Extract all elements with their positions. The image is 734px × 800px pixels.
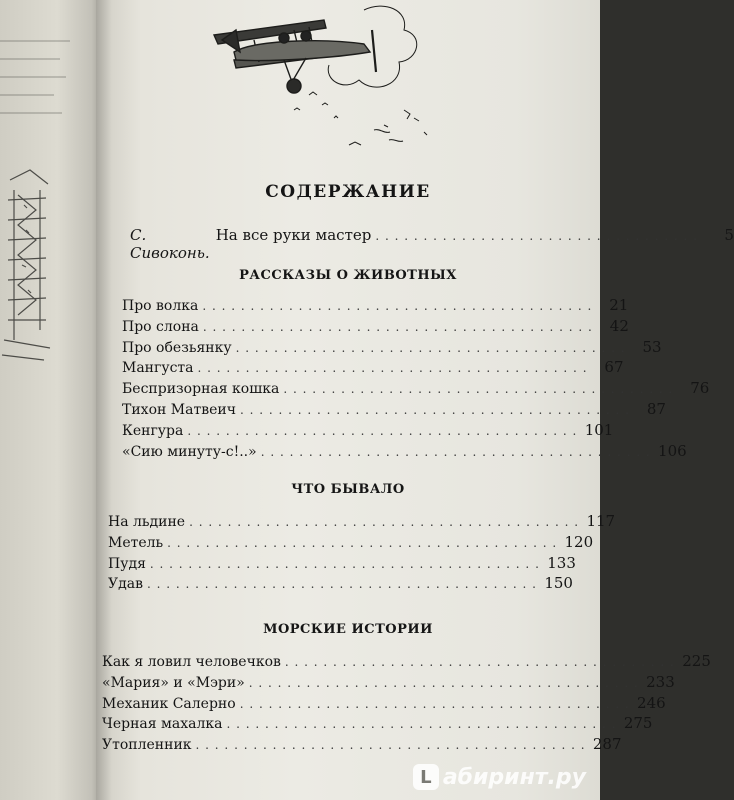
dot-leader: . . . . . . . . . . . . . . . . . . . . . . . . . . . . . . . . . . . . . . . . . [248,675,639,690]
toc-title: Беспризорная кошка [122,381,280,398]
section-list-animals [96,296,710,462]
section-heading-sea-stories: МОРСКИЕ ИСТОРИИ [263,622,433,637]
toc-title: Метель [108,534,164,551]
toc-page: 87 [646,399,666,418]
toc-title: Удав [108,576,143,593]
section-list-happened [96,512,616,595]
dot-leader: . . . . . . . . . . . . . . . . . . . . . . . . . . . . . . . . . . . . . . . . . [283,382,674,397]
toc-title: Черная махалка [102,716,223,733]
tower-illustration [0,170,60,370]
toc-page: 120 [564,532,594,551]
intro-entry [130,226,734,262]
dot-leader: . . . . . . . . . . . . . . . . . . . . . . . . . . . . . . . . . . . . . . . . . [195,738,586,753]
dot-leader: . . . . . . . . . . . . . . . . . . . . . . . . . . . . . . . . . . . . . . . . . [284,655,675,669]
toc-row [122,358,624,379]
toc-row [122,399,666,421]
toc-row [122,337,662,359]
toc-title: Кенгура [122,422,184,439]
watermark-text: абиринт.ру [442,764,586,790]
toc-row [102,672,675,694]
toc-row [122,441,687,463]
toc-title: На льдине [108,514,186,530]
section-heading-happened: ЧТО БЫВАЛО [291,482,405,497]
labirint-logo-icon: L [413,764,439,790]
toc-row [102,693,666,715]
toc-page: 53 [642,337,662,356]
dot-leader: . . . . . . . . . . . . . . . . . . . . . . . . . . . . . . . . . . . . . . . . . [226,717,617,732]
bleed-text-line [0,40,70,42]
dot-leader: . . . . . . . . . . . . . . . . . . . . . . . . . . . . . . . . . . . . . . . . . [239,402,630,417]
toc-page: 150 [544,574,573,593]
toc-title: Тихон Матвеич [122,401,236,418]
section-list-sea-stories [96,652,711,756]
dot-leader: . . . . . . . . . . . . . . . . . . . . . . . . . . . . . . . . . . . . . . . . . [202,319,593,334]
dot-leader: . . . . . . . . . . . . . . . . . . . . . . . . . . . . . . . . . . [375,229,698,243]
toc-row [108,553,576,575]
toc-title: Как я ловил человечков [102,654,281,670]
bleed-text-line [0,58,60,60]
intro-title: На все руки мастер [215,226,372,244]
toc-page: 21 [609,296,629,314]
bleed-text-line [0,76,66,78]
toc-page: 133 [547,553,576,572]
toc-row [108,512,616,533]
book-page [96,0,734,800]
biplane-illustration [214,0,474,160]
toc-page: 101 [584,420,614,439]
section-heading-animals: РАССКАЗЫ О ЖИВОТНЫХ [239,268,457,283]
toc-row [122,420,614,442]
dot-leader: . . . . . . . . . . . . . . . . . . . . . . . . . . . . . . . . . . . . . . . . . [187,423,578,438]
dot-leader: . . . . . . . . . . . . . . . . . . . . . . . . . . . . . . . . . . . . . . . . . [239,696,630,711]
toc-title: Про обезьянку [122,339,232,356]
toc-title: Про слона [122,318,199,335]
toc-title: Мангуста [122,360,194,377]
intro-page: 5 [724,226,734,244]
dot-leader: . . . . . . . . . . . . . . . . . . . . . . . . . . . . . . . . . . . . . . . . . [167,535,558,550]
toc-row [122,379,710,400]
toc-row [102,714,653,735]
left-page-edge [0,0,104,800]
toc-title: Утопленник [102,737,192,754]
toc-row [102,735,622,756]
toc-row [108,532,594,554]
toc-title: «Сию минуту-с!..» [122,443,257,460]
toc-page: 275 [623,714,653,733]
toc-page: 106 [658,441,687,460]
labirint-watermark [413,764,586,790]
toc-row [122,316,629,338]
contents-title: СОДЕРЖАНИЕ [265,182,431,202]
toc-page: 67 [604,358,624,377]
toc-page: 42 [609,316,629,335]
dot-leader: . . . . . . . . . . . . . . . . . . . . . . . . . . . . . . . . . . . . . . . . . [146,577,537,592]
toc-row [122,296,629,317]
dot-leader: . . . . . . . . . . . . . . . . . . . . . . . . . . . . . . . . . . . . . . . . . [202,299,593,313]
toc-page: 287 [592,735,622,754]
dot-leader: . . . . . . . . . . . . . . . . . . . . . . . . . . . . . . . . . . . . . . . . . [197,361,588,376]
toc-page: 225 [682,652,711,670]
toc-title: Про волка [122,298,199,314]
dot-leader: . . . . . . . . . . . . . . . . . . . . . . . . . . . . . . . . . . . . . . . . . [235,340,626,355]
bleed-text-line [0,94,54,96]
dot-leader: . . . . . . . . . . . . . . . . . . . . . . . . . . . . . . . . . . . . . . . . . [149,556,540,571]
toc-page: 76 [690,379,710,398]
toc-page: 233 [646,672,675,691]
dot-leader: . . . . . . . . . . . . . . . . . . . . . . . . . . . . . . . . . . . . . . . . . [260,444,651,459]
toc-page: 117 [586,512,616,530]
intro-author: С. Сивоконь. [130,226,210,262]
bleed-text-line [0,112,62,114]
toc-page: 246 [637,693,666,712]
toc-title: «Мария» и «Мэри» [102,674,245,691]
toc-row [108,574,573,595]
dot-leader: . . . . . . . . . . . . . . . . . . . . . . . . . . . . . . . . . . . . . . . . . [189,515,580,529]
toc-row [102,652,711,673]
toc-title: Пудя [108,555,146,572]
toc-title: Механик Салерно [102,695,236,712]
